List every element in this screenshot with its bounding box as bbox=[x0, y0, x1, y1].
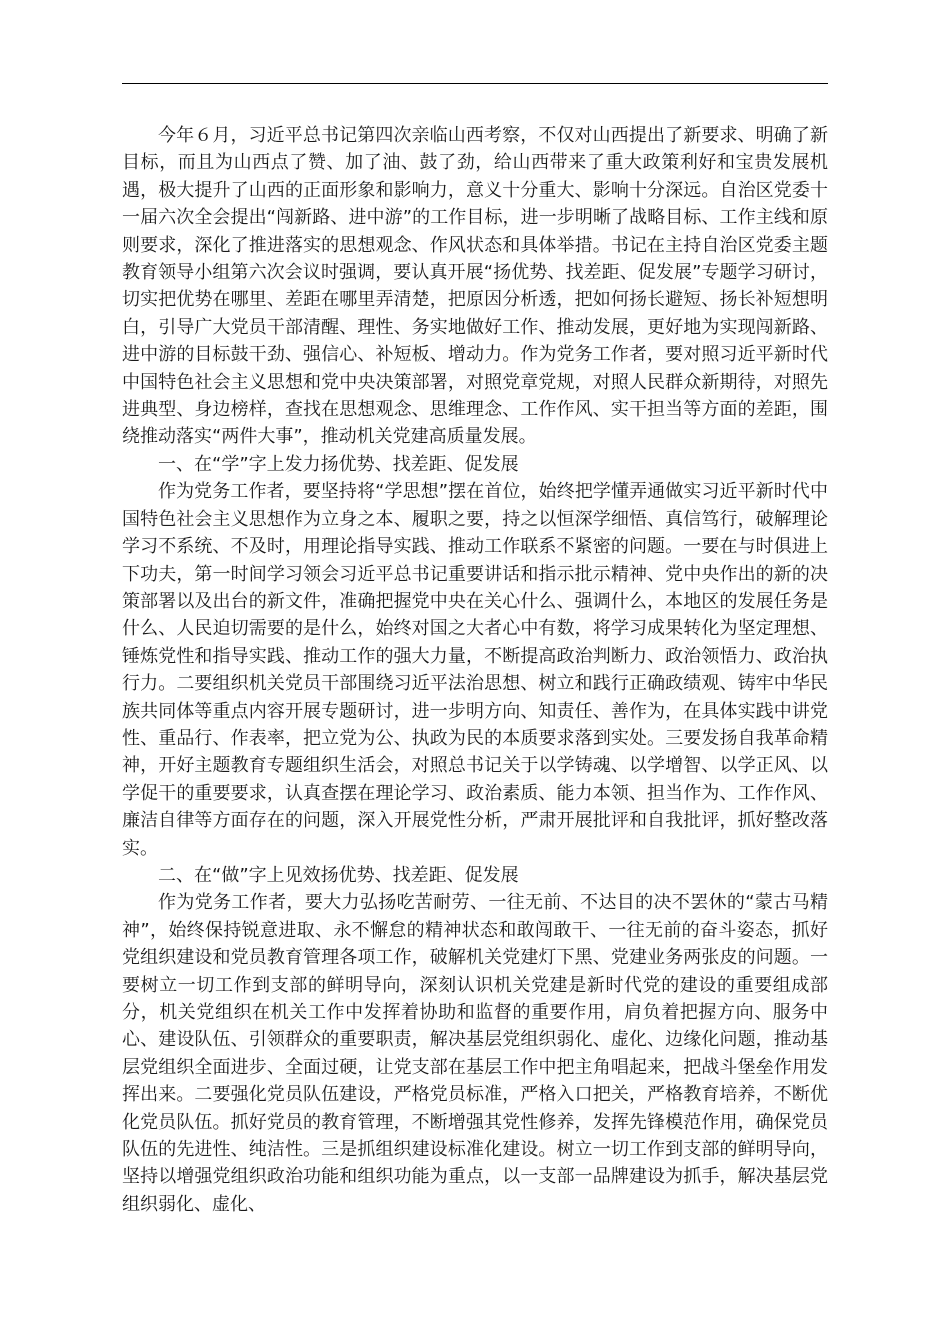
document-body bbox=[122, 122, 828, 1218]
header-rule bbox=[122, 83, 828, 84]
section-2-paragraph: 作为党务工作者，要大力弘扬吃苦耐劳、一往无前、不达目的决不罢休的“蒙古马精神”，始终保持锐意进取、永不懈怠的精神状态和敢闯敢干、一往无前的奋斗姿态，抓好党组织建设和党员教育管理各项工作，破解机关党建灯下黑、党建业务两张皮的问题。一要树立一切工作到支部的鲜明导向，深刻认识机关党建是新时代党的建设的重要组成部分，机关党组织在机关工作中发挥着协助和监督的重要作用，肩负着把握方向、服务中心、建设队伍、引领群众的重要职责，解决基层党组织弱化、虚化、边缘化问题，推动基层党组织全面进步、全面过硬，让党支部在基层工作中把主角唱起来，把战斗堡垒作用发挥出来。二要强化党员队伍建设，严格党员标准，严格入口把关，严格教育培养，不断优化党员队伍。抓好党员的教育管理，不断增强其党性修养，发挥先锋模范作用，确保党员队伍的先进性、纯洁性。三是抓组织建设标准化建设。树立一切工作到支部的鲜明导向，坚持以增强党组织政治功能和组织功能为重点，以一支部一品牌建设为抓手，解决基层党组织弱化、虚化、 bbox=[122, 892, 828, 1215]
intro-paragraph: 今年６月，习近平总书记第四次亲临山西考察，不仅对山西提出了新要求、明确了新目标，而且为山西点了赞、加了油、鼓了劲，给山西带来了重大政策利好和宝贵发展机遇，极大提升了山西的正面形象和影响力，意义十分重大、影响十分深远。自治区党委十一届六次全会提出“闯新路、进中游”的工作目标，进一步明晰了战略目标、工作主线和原则要求，深化了推进落实的思想观念、作风状态和具体举措。书记在主持自治区党委主题教育领导小组第六次会议时强调，要认真开展“扬优势、找差距、促发展”专题学习研讨，切实把优势在哪里、差距在哪里弄清楚，把原因分析透，把如何扬长避短、扬长补短想明白，引导广大党员干部清醒、理性、务实地做好工作、推动发展，更好地为实现闯新路、进中游的目标鼓干劲、强信心、补短板、增动力。作为党务工作者，要对照习近平新时代中国特色社会主义思想和党中央决策部署，对照党章党规，对照人民群众新期待，对照先进典型、身边榜样，查找在思想观念、思维理念、工作作风、实干担当等方面的差距，围绕推动落实“两件大事”，推动机关党建高质量发展。 bbox=[122, 125, 828, 448]
section-heading-2: 二、在“做”字上见效扬优势、找差距、促发展 bbox=[158, 864, 519, 886]
section-1-paragraph: 作为党务工作者，要坚持将“学思想”摆在首位，始终把学懂弄通做实习近平新时代中国特色社会主义思想作为立身之本、履职之要，持之以恒深学细悟、真信笃行，破解理论学习不系统、不及时，用理论指导实践、推动工作联系不紧密的问题。一要在与时俱进上下功夫，第一时间学习领会习近平总书记重要讲话和指示批示精神、党中央作出的新的决策部署以及出台的新文件，准确把握党中央在关心什么、强调什么，本地区的发展任务是什么、人民迫切需要的是什么，始终对国之大者心中有数，将学习成果转化为坚定理想、锤炼党性和指导实践、推动工作的强大力量，不断提高政治判断力、政治领悟力、政治执行力。二要组织机关党员干部围绕习近平法治思想、树立和践行正确政绩观、铸牢中华民族共同体等重点内容开展专题研讨，进一步明方向、知责任、善作为，在具体实践中讲党性、重品行、作表率，把立党为公、执政为民的本质要求落到实处。三要发扬自我革命精神，开好主题教育专题组织生活会，对照总书记关于以学铸魂、以学增智、以学正风、以学促干的重要要求，认真查摆在理论学习、政治素质、能力本领、担当作为、工作作风、廉洁自律等方面存在的问题，深入开展党性分析，严肃开展批评和自我批评，抓好整改落实。 bbox=[122, 481, 828, 859]
section-heading-1: 一、在“学”字上发力扬优势、找差距、促发展 bbox=[158, 453, 519, 475]
